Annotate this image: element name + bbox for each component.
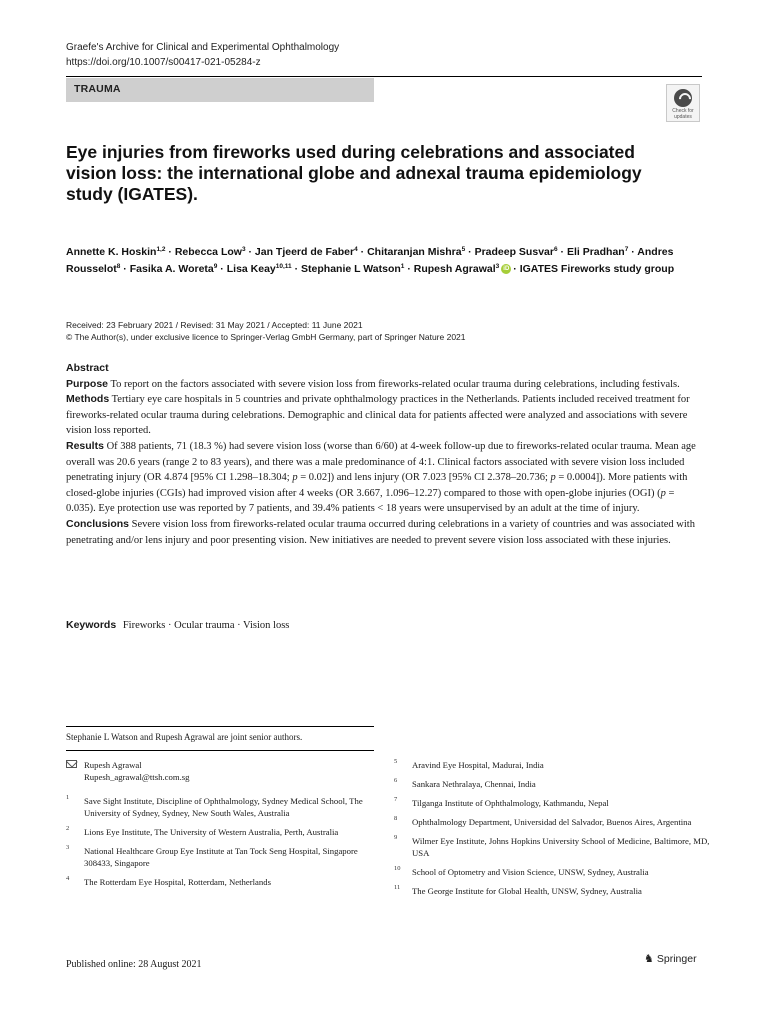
- envelope-icon: [66, 760, 77, 768]
- keywords: [66, 618, 289, 633]
- affiliation-item: [66, 826, 386, 838]
- author-affil: 1: [400, 262, 405, 270]
- author-name[interactable]: Eli Pradhan: [566, 246, 625, 258]
- results-text-4: = 0.035). Eye protection use was reported by 7 patients, and 39.4% patients < 18 years were unsupervised by an adult at the time of injury.: [66, 487, 675, 515]
- affiliation-text: Aravind Eye Hospital, Madurai, India: [412, 760, 544, 770]
- author-affil: 9: [213, 262, 218, 270]
- abstract: [66, 361, 704, 548]
- author-name[interactable]: Rebecca Low: [174, 246, 242, 258]
- author-list: Annette K. Hoskin$^{1,2}$ · Rebecca Low$^3$ · Jan Tjeerd de Faber$^4$ · Chitaranjan Mishra$^5$ · Pradeep Susvar$^6$ · Eli Pradhan$^7$ · Andres Rousselot$^8$ · Fasika A. Woreta$^9$ · Lisa Keay$^{10,11}$ · Stephanie L Watson$^1$ · Rupesh Agrawal$^3$ iD · IGATES Fireworks study group: [66, 246, 675, 275]
- dates-line: Received: 23 February 2021 / Revised: 31 May 2021 / Accepted: 11 June 2021: [66, 320, 363, 330]
- affiliation-item: [394, 778, 712, 790]
- affiliation-item: [394, 759, 712, 771]
- results-label: Results: [66, 439, 104, 452]
- author-name[interactable]: Fasika A. Woreta: [129, 262, 214, 275]
- published-date: Published online: 28 August 2021: [66, 959, 202, 970]
- author-name[interactable]: Lisa Keay: [226, 262, 276, 275]
- affiliation-text: Save Sight Institute, Discipline of Ophthalmology, Sydney Medical School, The University of Sydney, Sydney, New South Wales, Australia: [84, 796, 363, 818]
- affiliation-number: 5: [394, 758, 398, 765]
- p-symbol: p: [550, 472, 556, 484]
- affiliation-text: National Healthcare Group Eye Institute at Tan Tock Seng Hospital, Singapore 308433, Singapore: [84, 846, 358, 868]
- author-name[interactable]: Jan Tjeerd de Faber: [254, 246, 355, 258]
- author-affil: 7: [624, 246, 629, 253]
- check-for-updates-badge[interactable]: [666, 84, 700, 122]
- affiliation-number: 11: [394, 884, 401, 891]
- affiliation-number: 10: [394, 865, 401, 872]
- author-affil: 10,11: [275, 262, 292, 270]
- joint-authors-note: Stephanie L Watson and Rupesh Agrawal are joint senior authors.: [66, 732, 303, 742]
- results-text-3: = 0.0004]). More patients with closed-globe injuries (CGIs) had improved vision after 4 weeks (OR 3.667, 1.096–12.27) compared to those with open-globe injuries (OGI) (: [66, 472, 688, 499]
- affiliation-item: [394, 816, 712, 828]
- p-symbol: p: [292, 472, 298, 484]
- affiliation-text: Sankara Nethralaya, Chennai, India: [412, 779, 536, 789]
- affiliation-text: The George Institute for Global Health, UNSW, Sydney, Australia: [412, 886, 642, 896]
- affiliation-text: The Rotterdam Eye Hospital, Rotterdam, Netherlands: [84, 877, 271, 887]
- affiliation-text: School of Optometry and Vision Science, UNSW, Sydney, Australia: [412, 867, 649, 877]
- affiliation-number: 2: [66, 825, 70, 832]
- affiliations-right: [394, 759, 712, 904]
- check-updates-label-1: Check for: [672, 108, 694, 114]
- journal-header: [66, 40, 339, 70]
- author-name[interactable]: IGATES Fireworks study group: [519, 262, 675, 275]
- corresponding-author: [66, 759, 386, 783]
- orcid-icon[interactable]: iD: [503, 265, 510, 272]
- author-name[interactable]: Chitaranjan Mishra: [367, 246, 462, 258]
- affiliation-item: [66, 795, 386, 819]
- affiliation-item: [66, 876, 386, 888]
- check-updates-label-2: updates: [674, 113, 692, 120]
- publisher-name: Springer: [656, 953, 697, 965]
- affiliation-text: Wilmer Eye Institute, Johns Hopkins University School of Medicine, Baltimore, MD, USA: [412, 836, 710, 858]
- author-name[interactable]: Andres Rousselot: [66, 246, 674, 275]
- author-affil: 3: [495, 262, 500, 270]
- author-affil: 1,2: [156, 246, 166, 253]
- author-affil: 5: [461, 246, 466, 253]
- article-title: Eye injuries from fireworks used during celebrations and associated vision loss: the international globe and adnexal trauma epidemiology study (IGATES).: [66, 142, 642, 204]
- footnote-rule: [66, 726, 374, 727]
- p-symbol: p: [660, 487, 666, 499]
- conclusions-label: Conclusions: [66, 517, 130, 530]
- affiliation-item: [66, 845, 386, 869]
- affiliation-number: 6: [394, 777, 398, 784]
- results-text-1: Of 388 patients, 71 (18.3 %) had severe vision loss (worse than 6/60) at 4-week follow-up due to fireworks-related ocular trauma. Mean age overall was 20.6 years (range 2 to 83 years), and there was a male predominance of 4:1. Clinical factors associated with severe vision loss included penetrating injury (OR 4.874 [95% CI 1.298–18.304;: [66, 440, 696, 484]
- publisher-logo: [644, 952, 697, 966]
- author-name[interactable]: Pradeep Susvar: [474, 246, 554, 258]
- abstract-results: [66, 439, 704, 517]
- keywords-text: Fireworks · Ocular trauma · Vision loss: [122, 620, 290, 631]
- abstract-methods: [66, 392, 704, 439]
- results-text-2: = 0.02]) and lens injury (OR 7.023 [95% CI 2.378–20.736;: [297, 472, 551, 484]
- check-updates-icon: [674, 89, 692, 107]
- affiliation-item: [394, 835, 712, 859]
- affiliation-item: [394, 866, 712, 878]
- contact-name: Rupesh Agrawal: [84, 760, 142, 770]
- affiliation-number: 7: [394, 796, 398, 803]
- author-name[interactable]: Stephanie L Watson: [301, 262, 401, 275]
- springer-horse-icon: ♞: [644, 953, 654, 965]
- author-affil: 6: [553, 246, 558, 253]
- doi-link[interactable]: https://doi.org/10.1007/s00417-021-05284-z: [66, 57, 261, 68]
- methods-text: Tertiary eye care hospitals in 5 countries and private ophthalmology practices in the Netherlands. Patients included received treatment for fireworks-related ocular trauma during celebrations. Demographic and clinical data for patients affected were analyzed and associations with severe vision loss reported.: [66, 394, 690, 437]
- abstract-conclusions: [66, 517, 704, 548]
- author-affil: 4: [354, 246, 358, 253]
- copyright-line: © The Author(s), under exclusive licence to Springer-Verlag GmbH Germany, part of Springer Nature 2021: [66, 332, 466, 342]
- contact-email[interactable]: Rupesh_agrawal@ttsh.com.sg: [84, 772, 190, 782]
- author-name[interactable]: Rupesh Agrawal: [413, 262, 496, 275]
- footnote-rule-2: [66, 750, 374, 751]
- affiliation-number: 4: [66, 875, 70, 882]
- affiliation-number: 3: [66, 844, 70, 851]
- affiliation-item: [394, 885, 712, 897]
- abstract-purpose: [66, 377, 704, 393]
- article-history: [66, 319, 466, 343]
- affiliation-number: 8: [394, 815, 398, 822]
- author-affil: 3: [241, 246, 246, 253]
- affiliation-number: 9: [394, 834, 398, 841]
- section-label: TRAUMA: [66, 78, 374, 102]
- affiliation-text: Ophthalmology Department, Universidad del Salvador, Buenos Aires, Argentina: [412, 817, 692, 827]
- conclusions-text: Severe vision loss from fireworks-related ocular trauma occurred during celebrations in a variety of countries and was associated with penetrating and/or lens injury and poor presenting vision. New initiatives are needed to prevent severe vision loss associated with these injuries.: [66, 518, 695, 546]
- affiliation-item: [394, 797, 712, 809]
- purpose-label: Purpose: [66, 377, 109, 390]
- header-rule: [66, 76, 702, 77]
- journal-name: Graefe's Archive for Clinical and Experimental Ophthalmology: [66, 42, 340, 53]
- author-affil: 8: [116, 262, 121, 270]
- affiliation-text: Lions Eye Institute, The University of Western Australia, Perth, Australia: [84, 827, 339, 837]
- affiliations-left: [66, 759, 386, 895]
- methods-label: Methods: [66, 393, 110, 406]
- keywords-label: Keywords: [66, 619, 117, 631]
- author-name[interactable]: Annette K. Hoskin: [66, 246, 157, 258]
- purpose-text: To report on the factors associated with severe vision loss from fireworks-related ocular trauma during celebrations, including festivals.: [110, 378, 680, 390]
- abstract-heading: Abstract: [66, 362, 109, 374]
- affiliation-number: 1: [66, 794, 70, 801]
- affiliation-text: Tilganga Institute of Ophthalmology, Kathmandu, Nepal: [412, 798, 609, 808]
